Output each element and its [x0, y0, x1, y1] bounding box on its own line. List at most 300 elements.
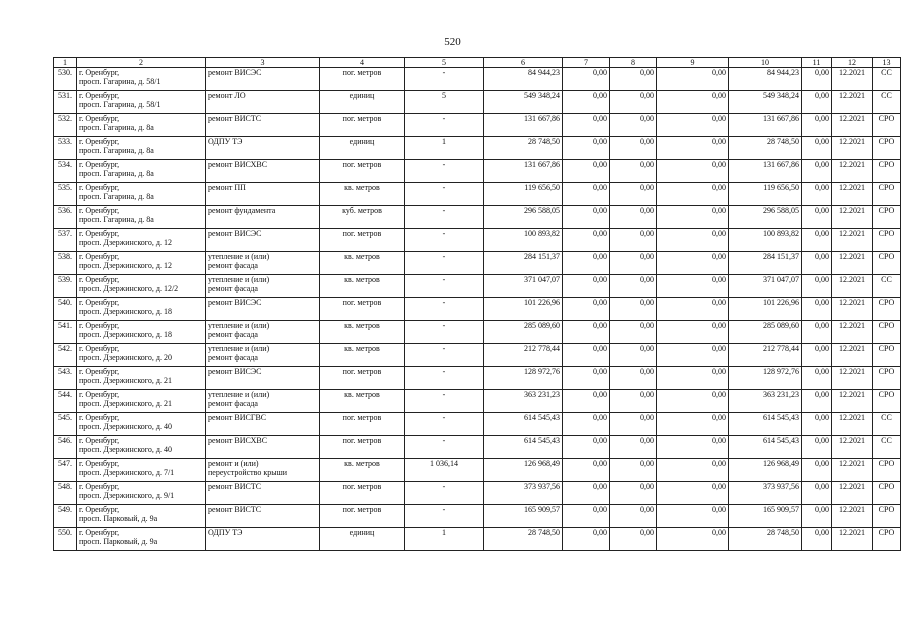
completion-date: 12.2021: [832, 206, 873, 229]
cost-c10: 373 937,56: [729, 482, 802, 505]
work-type: [206, 344, 320, 367]
quantity: -: [405, 298, 484, 321]
row-number: 532.: [54, 114, 77, 137]
cost-c8: 0,00: [610, 436, 657, 459]
cost-c8: 0,00: [610, 114, 657, 137]
cost-c10: 614 545,43: [729, 436, 802, 459]
row-number: 540.: [54, 298, 77, 321]
table-row: [54, 229, 901, 252]
completion-date: 12.2021: [832, 160, 873, 183]
repair-schedule-table: [53, 57, 901, 551]
cost-c8: 0,00: [610, 367, 657, 390]
quantity: -: [405, 505, 484, 528]
address-line-2: просп. Дзержинского, д. 21: [79, 399, 172, 408]
completion-date: 12.2021: [832, 344, 873, 367]
cost-c7: 0,00: [563, 505, 610, 528]
address-line-1: г. Оренбург,: [79, 114, 120, 123]
work-type: [206, 91, 320, 114]
cost-c8: 0,00: [610, 183, 657, 206]
cost-c9: 0,00: [657, 160, 729, 183]
address: [77, 413, 206, 436]
cost-c9: 0,00: [657, 91, 729, 114]
cost-c9: 0,00: [657, 413, 729, 436]
row-number: 530.: [54, 68, 77, 91]
cost-c8: 0,00: [610, 298, 657, 321]
work-type: [206, 206, 320, 229]
table-row: [54, 137, 901, 160]
unit: кв. метров: [320, 390, 405, 413]
fund-type: СС: [873, 68, 901, 91]
cost-c8: 0,00: [610, 482, 657, 505]
completion-date: 12.2021: [832, 367, 873, 390]
total-cost: 119 656,50: [484, 183, 563, 206]
address: [77, 436, 206, 459]
work-type-line-1: ремонт ВИСЭС: [208, 298, 262, 307]
row-number: 542.: [54, 344, 77, 367]
total-cost: 371 047,07: [484, 275, 563, 298]
cost-c11: 0,00: [802, 91, 832, 114]
column-number-cell: 3: [206, 58, 320, 68]
address-line-1: г. Оренбург,: [79, 252, 120, 261]
cost-c10: 101 226,96: [729, 298, 802, 321]
work-type-line-1: ремонт ВИСТС: [208, 505, 262, 514]
work-type-line-1: утепление и (или): [208, 275, 270, 284]
quantity: 5: [405, 91, 484, 114]
column-number-cell: 10: [729, 58, 802, 68]
unit: пог. метров: [320, 367, 405, 390]
cost-c10: 84 944,23: [729, 68, 802, 91]
cost-c10: 131 667,86: [729, 160, 802, 183]
work-type-line-2: переустройство крыши: [208, 468, 288, 477]
address: [77, 344, 206, 367]
cost-c7: 0,00: [563, 528, 610, 551]
total-cost: 28 748,50: [484, 528, 563, 551]
column-number-cell: 9: [657, 58, 729, 68]
cost-c10: 285 089,60: [729, 321, 802, 344]
row-number: 548.: [54, 482, 77, 505]
work-type: [206, 68, 320, 91]
total-cost: 285 089,60: [484, 321, 563, 344]
completion-date: 12.2021: [832, 321, 873, 344]
work-type-line-1: ремонт ВИСЭС: [208, 229, 262, 238]
cost-c7: 0,00: [563, 229, 610, 252]
work-type-line-2: ремонт фасада: [208, 353, 258, 362]
cost-c8: 0,00: [610, 344, 657, 367]
row-number: 549.: [54, 505, 77, 528]
completion-date: 12.2021: [832, 275, 873, 298]
fund-type: СРО: [873, 229, 901, 252]
fund-type: СРО: [873, 160, 901, 183]
address-line-1: г. Оренбург,: [79, 137, 120, 146]
cost-c10: 363 231,23: [729, 390, 802, 413]
cost-c11: 0,00: [802, 298, 832, 321]
unit: кв. метров: [320, 275, 405, 298]
address-line-2: просп. Парковый, д. 9а: [79, 537, 158, 546]
cost-c11: 0,00: [802, 482, 832, 505]
cost-c9: 0,00: [657, 137, 729, 160]
cost-c11: 0,00: [802, 275, 832, 298]
table-row: [54, 206, 901, 229]
cost-c10: 284 151,37: [729, 252, 802, 275]
work-type: [206, 160, 320, 183]
table-row: [54, 436, 901, 459]
row-number: 541.: [54, 321, 77, 344]
cost-c11: 0,00: [802, 137, 832, 160]
cost-c8: 0,00: [610, 137, 657, 160]
cost-c10: 128 972,76: [729, 367, 802, 390]
cost-c9: 0,00: [657, 68, 729, 91]
quantity: -: [405, 390, 484, 413]
table-row: [54, 91, 901, 114]
unit: единиц: [320, 91, 405, 114]
total-cost: 100 893,82: [484, 229, 563, 252]
work-type: [206, 137, 320, 160]
address-line-1: г. Оренбург,: [79, 367, 120, 376]
address-line-1: г. Оренбург,: [79, 482, 120, 491]
address-line-1: г. Оренбург,: [79, 459, 120, 468]
work-type-line-1: ремонт ВИСХВС: [208, 436, 268, 445]
cost-c11: 0,00: [802, 183, 832, 206]
work-type-line-1: ремонт ЛО: [208, 91, 246, 100]
cost-c8: 0,00: [610, 229, 657, 252]
address-line-1: г. Оренбург,: [79, 321, 120, 330]
address: [77, 298, 206, 321]
cost-c11: 0,00: [802, 160, 832, 183]
page-number: 520: [444, 36, 461, 48]
work-type: [206, 482, 320, 505]
address: [77, 505, 206, 528]
cost-c10: 549 348,24: [729, 91, 802, 114]
address-line-2: просп. Дзержинского, д. 12/2: [79, 284, 179, 293]
address: [77, 321, 206, 344]
quantity: -: [405, 436, 484, 459]
quantity: -: [405, 206, 484, 229]
address: [77, 137, 206, 160]
cost-c9: 0,00: [657, 183, 729, 206]
cost-c11: 0,00: [802, 114, 832, 137]
address-line-2: просп. Дзержинского, д. 20: [79, 353, 172, 362]
address-line-2: просп. Дзержинского, д. 40: [79, 445, 172, 454]
total-cost: 363 231,23: [484, 390, 563, 413]
address-line-1: г. Оренбург,: [79, 183, 120, 192]
completion-date: 12.2021: [832, 298, 873, 321]
address-line-1: г. Оренбург,: [79, 229, 120, 238]
quantity: -: [405, 160, 484, 183]
table-row: [54, 344, 901, 367]
cost-c10: 28 748,50: [729, 137, 802, 160]
cost-c7: 0,00: [563, 137, 610, 160]
address-line-2: просп. Дзержинского, д. 12: [79, 261, 172, 270]
unit: пог. метров: [320, 68, 405, 91]
completion-date: 12.2021: [832, 413, 873, 436]
table-row: [54, 298, 901, 321]
address: [77, 390, 206, 413]
cost-c11: 0,00: [802, 436, 832, 459]
cost-c10: 296 588,05: [729, 206, 802, 229]
cost-c7: 0,00: [563, 183, 610, 206]
work-type-line-2: ремонт фасада: [208, 284, 258, 293]
fund-type: СРО: [873, 505, 901, 528]
address-line-2: просп. Дзержинского, д. 18: [79, 330, 172, 339]
row-number: 538.: [54, 252, 77, 275]
unit: кв. метров: [320, 252, 405, 275]
fund-type: СРО: [873, 137, 901, 160]
cost-c10: 212 778,44: [729, 344, 802, 367]
cost-c11: 0,00: [802, 68, 832, 91]
cost-c9: 0,00: [657, 390, 729, 413]
work-type-line-1: утепление и (или): [208, 390, 270, 399]
completion-date: 12.2021: [832, 229, 873, 252]
row-number: 546.: [54, 436, 77, 459]
address-line-2: просп. Дзержинского, д. 40: [79, 422, 172, 431]
table-row: [54, 413, 901, 436]
cost-c9: 0,00: [657, 459, 729, 482]
work-type-line-1: ремонт ВИСХВС: [208, 160, 268, 169]
work-type-line-1: ОДПУ ТЭ: [208, 528, 243, 537]
unit: единиц: [320, 137, 405, 160]
completion-date: 12.2021: [832, 528, 873, 551]
cost-c10: 100 893,82: [729, 229, 802, 252]
table-row: [54, 321, 901, 344]
total-cost: 101 226,96: [484, 298, 563, 321]
address-line-2: просп. Гагарина, д. 8а: [79, 169, 154, 178]
cost-c11: 0,00: [802, 459, 832, 482]
address: [77, 275, 206, 298]
row-number: 534.: [54, 160, 77, 183]
row-number: 545.: [54, 413, 77, 436]
table-row: [54, 252, 901, 275]
cost-c11: 0,00: [802, 390, 832, 413]
column-number-cell: 8: [610, 58, 657, 68]
work-type-line-1: утепление и (или): [208, 252, 270, 261]
address-line-1: г. Оренбург,: [79, 68, 120, 77]
cost-c11: 0,00: [802, 344, 832, 367]
column-number-cell: 6: [484, 58, 563, 68]
work-type-line-1: ремонт ВИСТС: [208, 482, 262, 491]
cost-c7: 0,00: [563, 298, 610, 321]
completion-date: 12.2021: [832, 505, 873, 528]
row-number: 539.: [54, 275, 77, 298]
address: [77, 68, 206, 91]
work-type: [206, 321, 320, 344]
work-type: [206, 298, 320, 321]
cost-c7: 0,00: [563, 114, 610, 137]
address-line-2: просп. Гагарина, д. 58/1: [79, 100, 161, 109]
column-number-cell: 13: [873, 58, 901, 68]
row-number: 537.: [54, 229, 77, 252]
total-cost: 126 968,49: [484, 459, 563, 482]
cost-c7: 0,00: [563, 206, 610, 229]
total-cost: 131 667,86: [484, 160, 563, 183]
quantity: 1: [405, 528, 484, 551]
cost-c11: 0,00: [802, 505, 832, 528]
cost-c7: 0,00: [563, 68, 610, 91]
cost-c11: 0,00: [802, 321, 832, 344]
cost-c10: 119 656,50: [729, 183, 802, 206]
unit: кв. метров: [320, 183, 405, 206]
cost-c7: 0,00: [563, 413, 610, 436]
cost-c10: 131 667,86: [729, 114, 802, 137]
fund-type: СРО: [873, 528, 901, 551]
address-line-2: просп. Гагарина, д. 8а: [79, 146, 154, 155]
work-type: [206, 436, 320, 459]
row-number: 531.: [54, 91, 77, 114]
unit: кв. метров: [320, 459, 405, 482]
quantity: -: [405, 275, 484, 298]
column-number-cell: 2: [77, 58, 206, 68]
work-type-line-1: ремонт ВИСЭС: [208, 367, 262, 376]
total-cost: 614 545,43: [484, 436, 563, 459]
address-line-2: просп. Дзержинского, д. 12: [79, 238, 172, 247]
table-row: [54, 390, 901, 413]
address: [77, 482, 206, 505]
quantity: -: [405, 367, 484, 390]
quantity: -: [405, 183, 484, 206]
row-number: 547.: [54, 459, 77, 482]
total-cost: 549 348,24: [484, 91, 563, 114]
fund-type: СРО: [873, 298, 901, 321]
cost-c8: 0,00: [610, 459, 657, 482]
cost-c9: 0,00: [657, 436, 729, 459]
address-line-2: просп. Дзержинского, д. 18: [79, 307, 172, 316]
work-type: [206, 114, 320, 137]
completion-date: 12.2021: [832, 459, 873, 482]
completion-date: 12.2021: [832, 482, 873, 505]
completion-date: 12.2021: [832, 114, 873, 137]
fund-type: СРО: [873, 183, 901, 206]
cost-c7: 0,00: [563, 367, 610, 390]
cost-c11: 0,00: [802, 367, 832, 390]
work-type-line-1: ремонт ПП: [208, 183, 246, 192]
address: [77, 91, 206, 114]
fund-type: СРО: [873, 367, 901, 390]
table-row: [54, 528, 901, 551]
table-row: [54, 367, 901, 390]
cost-c9: 0,00: [657, 321, 729, 344]
cost-c10: 165 909,57: [729, 505, 802, 528]
fund-type: СРО: [873, 206, 901, 229]
quantity: 1: [405, 137, 484, 160]
address-line-2: просп. Гагарина, д. 8а: [79, 192, 154, 201]
column-number-cell: 4: [320, 58, 405, 68]
work-type: [206, 459, 320, 482]
quantity: -: [405, 321, 484, 344]
address: [77, 528, 206, 551]
address-line-1: г. Оренбург,: [79, 528, 120, 537]
cost-c7: 0,00: [563, 321, 610, 344]
column-number-row: [54, 58, 901, 68]
cost-c8: 0,00: [610, 91, 657, 114]
work-type: [206, 413, 320, 436]
cost-c8: 0,00: [610, 68, 657, 91]
total-cost: 284 151,37: [484, 252, 563, 275]
quantity: -: [405, 344, 484, 367]
completion-date: 12.2021: [832, 68, 873, 91]
table-row: [54, 505, 901, 528]
address-line-2: просп. Парковый, д. 9а: [79, 514, 158, 523]
cost-c9: 0,00: [657, 298, 729, 321]
address-line-1: г. Оренбург,: [79, 91, 120, 100]
cost-c8: 0,00: [610, 321, 657, 344]
total-cost: 84 944,23: [484, 68, 563, 91]
row-number: 535.: [54, 183, 77, 206]
unit: пог. метров: [320, 505, 405, 528]
fund-type: СРО: [873, 482, 901, 505]
fund-type: СРО: [873, 344, 901, 367]
completion-date: 12.2021: [832, 390, 873, 413]
cost-c9: 0,00: [657, 252, 729, 275]
work-type: [206, 528, 320, 551]
address: [77, 160, 206, 183]
unit: куб. метров: [320, 206, 405, 229]
total-cost: 128 972,76: [484, 367, 563, 390]
cost-c9: 0,00: [657, 275, 729, 298]
cost-c10: 371 047,07: [729, 275, 802, 298]
unit: пог. метров: [320, 160, 405, 183]
table-row: [54, 275, 901, 298]
work-type-line-2: ремонт фасада: [208, 399, 258, 408]
row-number: 543.: [54, 367, 77, 390]
quantity: -: [405, 413, 484, 436]
unit: пог. метров: [320, 482, 405, 505]
quantity: -: [405, 229, 484, 252]
cost-c7: 0,00: [563, 344, 610, 367]
cost-c8: 0,00: [610, 275, 657, 298]
cost-c9: 0,00: [657, 528, 729, 551]
cost-c9: 0,00: [657, 114, 729, 137]
unit: пог. метров: [320, 298, 405, 321]
work-type-line-1: утепление и (или): [208, 344, 270, 353]
address-line-1: г. Оренбург,: [79, 298, 120, 307]
column-number-cell: 5: [405, 58, 484, 68]
total-cost: 28 748,50: [484, 137, 563, 160]
cost-c9: 0,00: [657, 482, 729, 505]
fund-type: СС: [873, 436, 901, 459]
work-type-line-2: ремонт фасада: [208, 261, 258, 270]
cost-c7: 0,00: [563, 459, 610, 482]
address-line-1: г. Оренбург,: [79, 436, 120, 445]
address-line-1: г. Оренбург,: [79, 275, 120, 284]
cost-c9: 0,00: [657, 367, 729, 390]
fund-type: СС: [873, 413, 901, 436]
work-type: [206, 390, 320, 413]
address-line-2: просп. Гагарина, д. 8а: [79, 215, 154, 224]
unit: пог. метров: [320, 229, 405, 252]
address: [77, 252, 206, 275]
work-type: [206, 275, 320, 298]
address: [77, 183, 206, 206]
address-line-1: г. Оренбург,: [79, 344, 120, 353]
address-line-2: просп. Гагарина, д. 8а: [79, 123, 154, 132]
address-line-2: просп. Дзержинского, д. 21: [79, 376, 172, 385]
unit: единиц: [320, 528, 405, 551]
address: [77, 114, 206, 137]
quantity: -: [405, 114, 484, 137]
unit: пог. метров: [320, 114, 405, 137]
table-row: [54, 482, 901, 505]
total-cost: 614 545,43: [484, 413, 563, 436]
cost-c9: 0,00: [657, 505, 729, 528]
fund-type: СРО: [873, 114, 901, 137]
fund-type: СРО: [873, 459, 901, 482]
work-type: [206, 229, 320, 252]
cost-c10: 126 968,49: [729, 459, 802, 482]
work-type: [206, 367, 320, 390]
work-type: [206, 505, 320, 528]
work-type-line-2: ремонт фасада: [208, 330, 258, 339]
total-cost: 131 667,86: [484, 114, 563, 137]
cost-c8: 0,00: [610, 252, 657, 275]
